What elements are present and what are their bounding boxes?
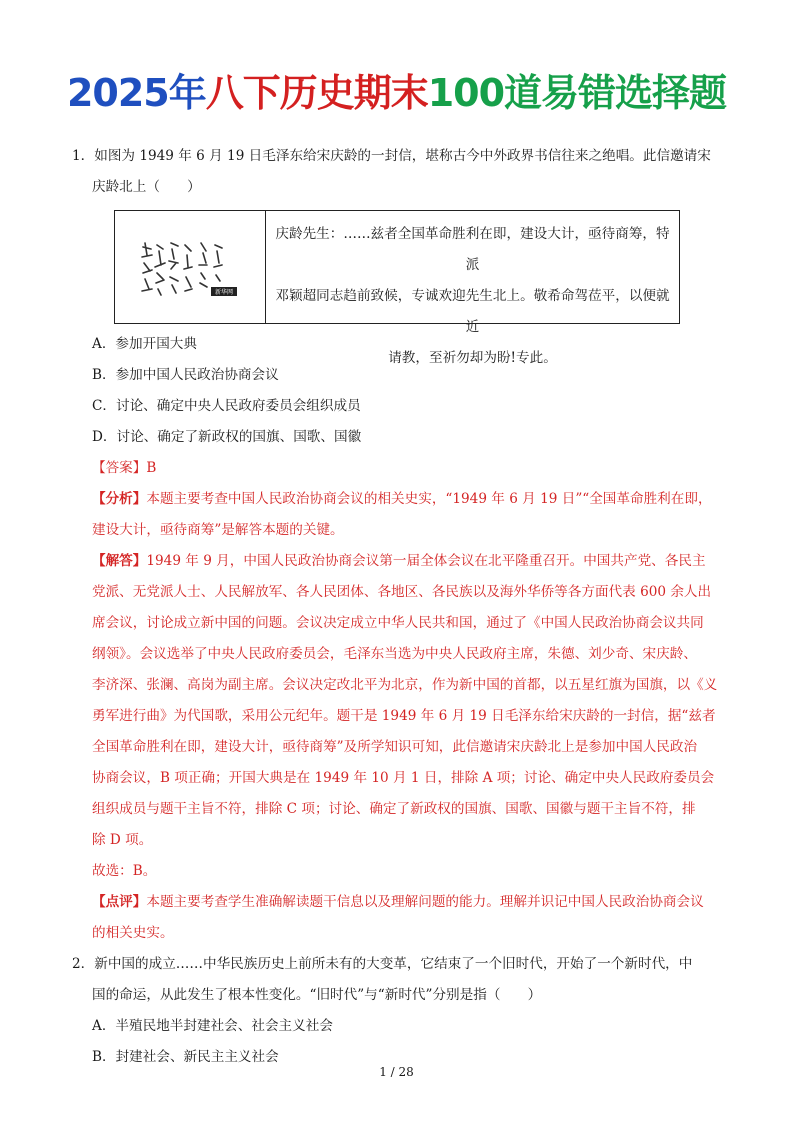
- q1-option-b: B．参加中国人民政治协商会议: [92, 367, 279, 383]
- comment-text-1: 本题主要考查学生准确解读题干信息以及理解问题的能力。理解并识记中国人民政治协商会议: [146, 894, 704, 910]
- page-title: [0, 68, 793, 118]
- q1-letter-quote: [266, 211, 679, 366]
- q2-option-a: A．半殖民地半封建社会、社会主义社会: [92, 1018, 333, 1034]
- page-number: 1 / 28: [379, 1065, 414, 1079]
- analysis-tag: 【分析】: [92, 491, 147, 507]
- q1-solution-line-8: 协商会议，B 项正确；开国大典是在 1949 年 10 月 1 日，排除 A 项；讨论、确定中央人民政府委员会: [92, 770, 715, 786]
- q1-analysis-line-2: 建设大计，亟待商筹”是解答本题的关键。: [92, 522, 344, 538]
- q1-letter-line-1: 庆龄先生：……兹者全国革命胜利在即，建设大计，亟待商筹，特派: [275, 226, 670, 273]
- q1-analysis-line-1: [72, 484, 724, 515]
- q1-option-a: A．参加开国大典: [92, 336, 197, 352]
- q1-solution-line-2: 党派、无党派人士、人民解放军、各人民团体、各地区、各民族以及海外华侨等各方面代表 600 余人出: [92, 584, 712, 600]
- q2-stem-line-1: 2．新中国的成立……中华民族历史上前所未有的大变革，它结束了一个旧时代，开始了一个新时代，中: [72, 956, 693, 972]
- q1-stem-line-1: 1．如图为 1949 年 6 月 19 日毛泽东给宋庆龄的一封信，堪称古今中外政界书信往来之绝唱。此信邀请宋: [72, 148, 711, 164]
- q1-letter-image: [115, 211, 266, 323]
- q1-option-c: C．讨论、确定中央人民政府委员会组织成员: [92, 398, 361, 414]
- q1-solution-line-5: 李济深、张澜、高岗为副主席。会议决定改北平为北京，作为新中国的首都，以五星红旗为国旗，以《义: [92, 677, 718, 693]
- q1-solution-line-9: 组织成员与题干主旨不符，排除 C 项；讨论、确定了新政权的国旗、国歌、国徽与题干主旨不符，排: [92, 801, 696, 817]
- document-body: [72, 141, 724, 1073]
- solution-text-1: 1949 年 9 月，中国人民政治协商会议第一届全体会议在北平隆重召开。中国共产党、各民主: [146, 553, 706, 569]
- q1-solution-line-7: 全国革命胜利在即，建设大计，亟待商筹”及所学知识可知，此信邀请宋庆龄北上是参加中国人民政治: [92, 739, 698, 755]
- title-topic: 100道易错选择题: [427, 71, 727, 115]
- q1-option-d: D．讨论、确定了新政权的国旗、国歌、国徽: [92, 429, 362, 445]
- q1-solution-line-6: 勇军进行曲》为代国歌，采用公元纪年。题干是 1949 年 6 月 19 日毛泽东给宋庆龄的一封信，据“兹者: [92, 708, 716, 724]
- question-2: [72, 949, 724, 1073]
- q1-comment-line-1: [72, 887, 724, 918]
- q1-letter-line-2: 邓颖超同志趋前致候，专诚欢迎先生北上。敬希命驾莅平，以便就近: [275, 288, 670, 335]
- question-1: [72, 141, 724, 949]
- analysis-text-1: 本题主要考查中国人民政治协商会议的相关史实，“1949 年 6 月 19 日”“全国革命胜利在即，: [146, 491, 712, 507]
- q2-option-b: B．封建社会、新民主主义社会: [92, 1049, 279, 1065]
- q1-solution-line-3: 席会议，讨论成立新中国的问题。会议决定成立中华人民共和国，通过了《中国人民政治协商会议共同: [92, 615, 704, 631]
- q1-answer: 【答案】B: [92, 460, 157, 476]
- solution-tag: 【解答】: [92, 553, 147, 569]
- title-subject: 八下历史期末: [205, 71, 428, 115]
- q1-solution-line-1: [72, 546, 724, 577]
- comment-tag: 【点评】: [92, 894, 147, 910]
- q1-letter-line-3: 请教，至祈勿却为盼!专此。: [388, 350, 557, 366]
- q1-comment-line-2: 的相关史实。: [92, 925, 174, 941]
- q1-solution-line-10: 除 D 项。: [92, 832, 153, 848]
- handwritten-letter-picture: [139, 239, 239, 299]
- q2-stem-line-2: 国的命运，从此发生了根本性变化。“旧时代”与“新时代”分别是指（ ）: [92, 987, 542, 1003]
- q1-solution-line-4: 纲领》。会议选举了中央人民政府委员会，毛泽东当选为中央人民政府主席，朱德、刘少奇、宋庆龄、: [92, 646, 697, 662]
- q1-stem-line-2: 庆龄北上（ ）: [92, 179, 201, 195]
- q1-choice: 故选：B。: [92, 863, 157, 879]
- title-year: 2025年: [66, 71, 206, 115]
- image-watermark: 新华网: [214, 289, 234, 296]
